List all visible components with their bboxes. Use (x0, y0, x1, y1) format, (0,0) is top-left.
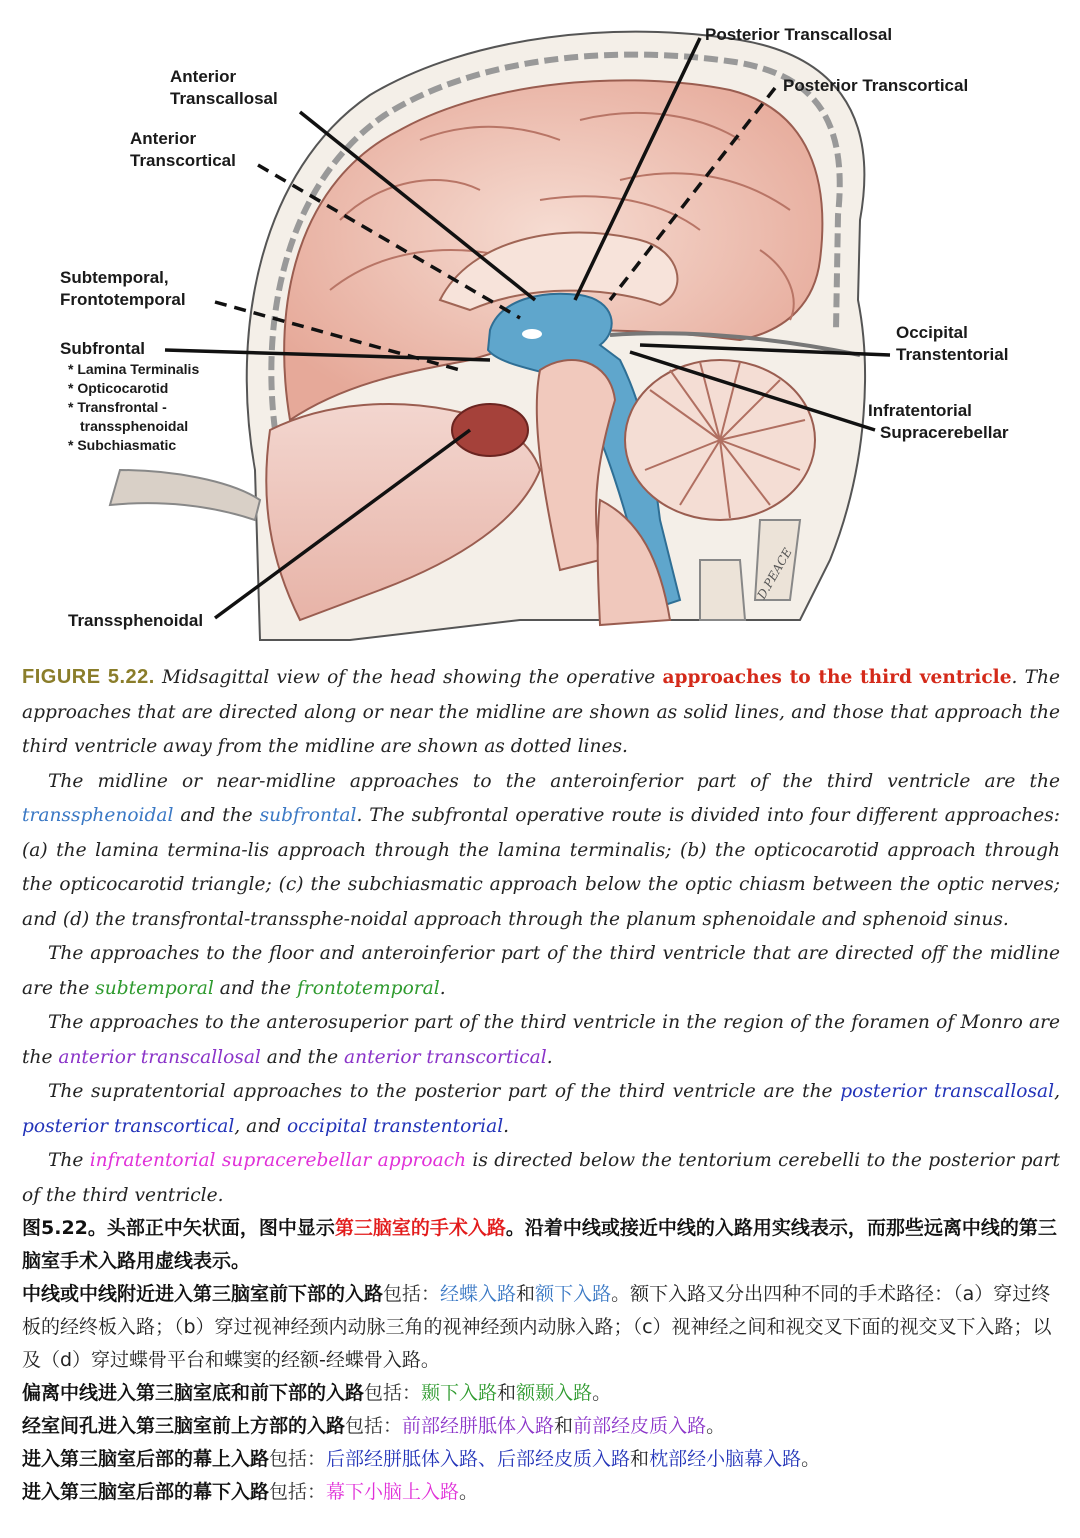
figure-caption (22, 660, 1060, 1213)
caption-paragraph-1: FIGURE 5.22. Midsagittal view of the head showing the operative approaches to the third ventricle. The approaches that are directed along or near the midline are shown as solid lines, and those that approach the third ventricle away from the midline are shown as dotted lines. (22, 666, 1060, 757)
palate (110, 470, 260, 520)
caption-paragraph-5: The supratentorial approaches to the posterior part of the third ventricle are the posterior transcallosal, posterior transcortical, and occipital transtentorial. (22, 1081, 1060, 1137)
label-anterior-transcortical: Anterior Transcortical (130, 129, 236, 170)
chinese-translation (22, 1212, 1062, 1509)
cn-line-3: 偏离中线进入第三脑室底和前下部的入路包括：颞下入路和额颞入路。 (22, 1382, 612, 1404)
label-transsphenoidal: Transsphenoidal (68, 611, 204, 630)
label-subfrontal-subtypes: * Lamina Terminalis * Opticocarotid * Transfrontal - transsphenoidal * Subchiasmatic (68, 361, 200, 453)
label-subfrontal: Subfrontal (60, 339, 145, 358)
cn-line-2: 中线或中线附近进入第三脑室前下部的入路包括：经蝶入路和额下入路。额下入路又分出四种不同的手术路径：（a）穿过终板的经终板入路；（b）穿过视神经颈内动脉三角的视神经颈内动脉入路；（c）视神经之间和视交叉下面的视交叉下入路；以及（d）穿过蝶骨平台和蝶窦的经额-经蝶骨入路。 (22, 1283, 1052, 1371)
label-posterior-transcortical: Posterior Transcortical (783, 76, 969, 95)
cn-line-4: 经室间孔进入第三脑室前上方部的入路包括：前部经胼胝体入路和前部经皮质入路。 (22, 1415, 726, 1437)
cn-line-1: 图5.22。头部正中矢状面，图中显示第三脑室的手术入路。沿着中线或接近中线的入路用实线表示，而那些远离中线的第三脑室手术入路用虚线表示。 (22, 1217, 1057, 1272)
caption-paragraph-6: The infratentorial supracerebellar approach is directed below the tentorium cerebelli to the posterior part of the third ventricle. (22, 1150, 1060, 1206)
interthalamic-adhesion (522, 329, 542, 339)
label-subtemporal-frontotemporal: Subtemporal, Frontotemporal (60, 268, 186, 309)
cn-line-5: 进入第三脑室后部的幕上入路包括：后部经胼胝体入路、后部经皮质入路和枕部经小脑幕入路。 (22, 1448, 821, 1470)
artist-signature: D.PEACE (754, 545, 795, 602)
label-occipital-transtentorial: Occipital Transtentorial (896, 323, 1009, 364)
cerebellum (625, 360, 815, 520)
label-anterior-transcallosal: Anterior Transcallosal (170, 67, 278, 108)
caption-highlight: approaches to the third ventricle (662, 667, 1012, 688)
cn-line-6: 进入第三脑室后部的幕下入路包括：幕下小脑上入路。 (22, 1481, 479, 1503)
caption-paragraph-3: The approaches to the floor and anteroinferior part of the third ventricle that are directed off the midline are the subtemporal and the frontotemporal. (22, 943, 1060, 999)
caption-paragraph-2: The midline or near-midline approaches to the anteroinferior part of the third ventricle are the transsphenoidal and the subfrontal. The subfrontal operative route is divided into four different approaches: (a) the lamina termina-lis approach through the lamina terminalis; (b) the opticocarotid approach through the opticocarotid triangle; (c) the subchiasmatic approach below the optic chiasm between the optic nerves; and (d) the transfrontal-transsphe-noidal approach through the planum sphenoidale and sphenoid sinus. (22, 770, 1060, 930)
pituitary-sinus (452, 404, 528, 456)
figure-number: FIGURE 5.22. (22, 666, 155, 688)
anatomy-figure (0, 0, 1080, 650)
label-posterior-transcallosal: Posterior Transcallosal (705, 25, 893, 44)
caption-paragraph-4: The approaches to the anterosuperior part of the third ventricle in the region of the foramen of Monro are the anterior transcallosal and the anterior transcortical. (22, 1012, 1060, 1068)
label-infratentorial-supracerebellar: Infratentorial Supracerebellar (868, 401, 1009, 442)
